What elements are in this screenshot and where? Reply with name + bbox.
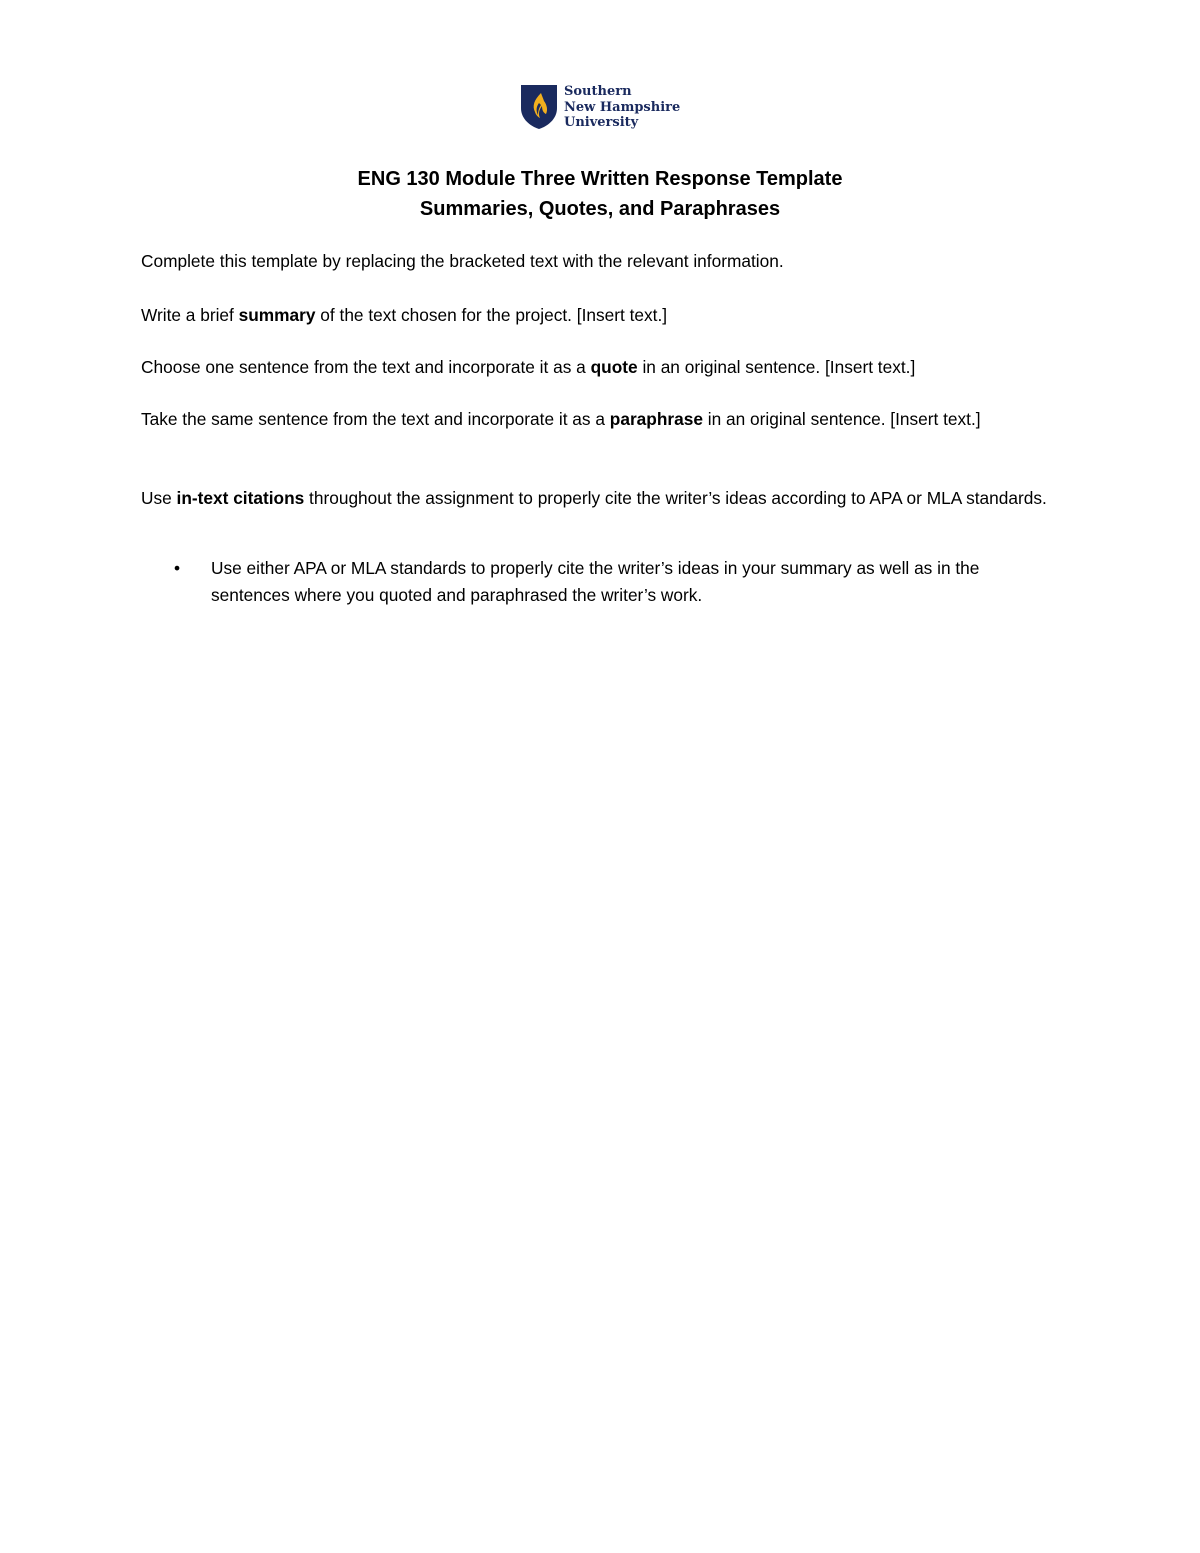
summary-keyword: summary	[238, 305, 316, 325]
university-logo	[520, 84, 680, 131]
quote-prompt	[141, 354, 1061, 381]
bullet-list	[141, 555, 1061, 609]
logo-wordmark	[564, 84, 680, 131]
quote-prompt-after: in an original sentence. [Insert text.]	[637, 357, 916, 377]
title-line-1: ENG 130 Module Three Written Response Template	[357, 168, 843, 190]
citations-keyword: in-text citations	[176, 488, 305, 508]
paraphrase-keyword: paraphrase	[609, 409, 703, 429]
summary-prompt-before: Write a brief	[141, 305, 239, 325]
citations-prompt	[141, 485, 1061, 512]
paraphrase-prompt-before: Take the same sentence from the text and incorporate it as a	[141, 409, 610, 429]
logo-line-1: Southern	[564, 84, 632, 99]
paraphrase-prompt-after: in an original sentence. [Insert text.]	[702, 409, 981, 429]
logo-line-2: New Hampshire	[564, 99, 681, 115]
logo-line-3: University	[564, 115, 639, 130]
citations-prompt-after: throughout the assignment to properly cite the writer’s ideas according to APA or MLA standards.	[304, 488, 1047, 508]
citations-prompt-before: Use	[141, 488, 177, 508]
quote-keyword: quote	[590, 357, 638, 377]
instructions-paragraph: Complete this template by replacing the bracketed text with the relevant information.	[141, 251, 784, 271]
bullet-text: Use either APA or MLA standards to properly cite the writer’s ideas in your summary as well as in the sentences where you quoted and paraphrased the writer’s work.	[211, 558, 980, 605]
summary-prompt-after: of the text chosen for the project. [Insert text.]	[315, 305, 668, 325]
summary-prompt	[141, 302, 1061, 329]
shield-flame-icon	[520, 84, 558, 130]
paraphrase-prompt	[141, 406, 1061, 433]
title-line-2: Summaries, Quotes, and Paraphrases	[419, 198, 781, 220]
list-item	[141, 555, 1061, 609]
quote-prompt-before: Choose one sentence from the text and incorporate it as a	[141, 357, 591, 377]
document-title	[0, 164, 1200, 224]
bullet-marker: •	[174, 558, 181, 578]
